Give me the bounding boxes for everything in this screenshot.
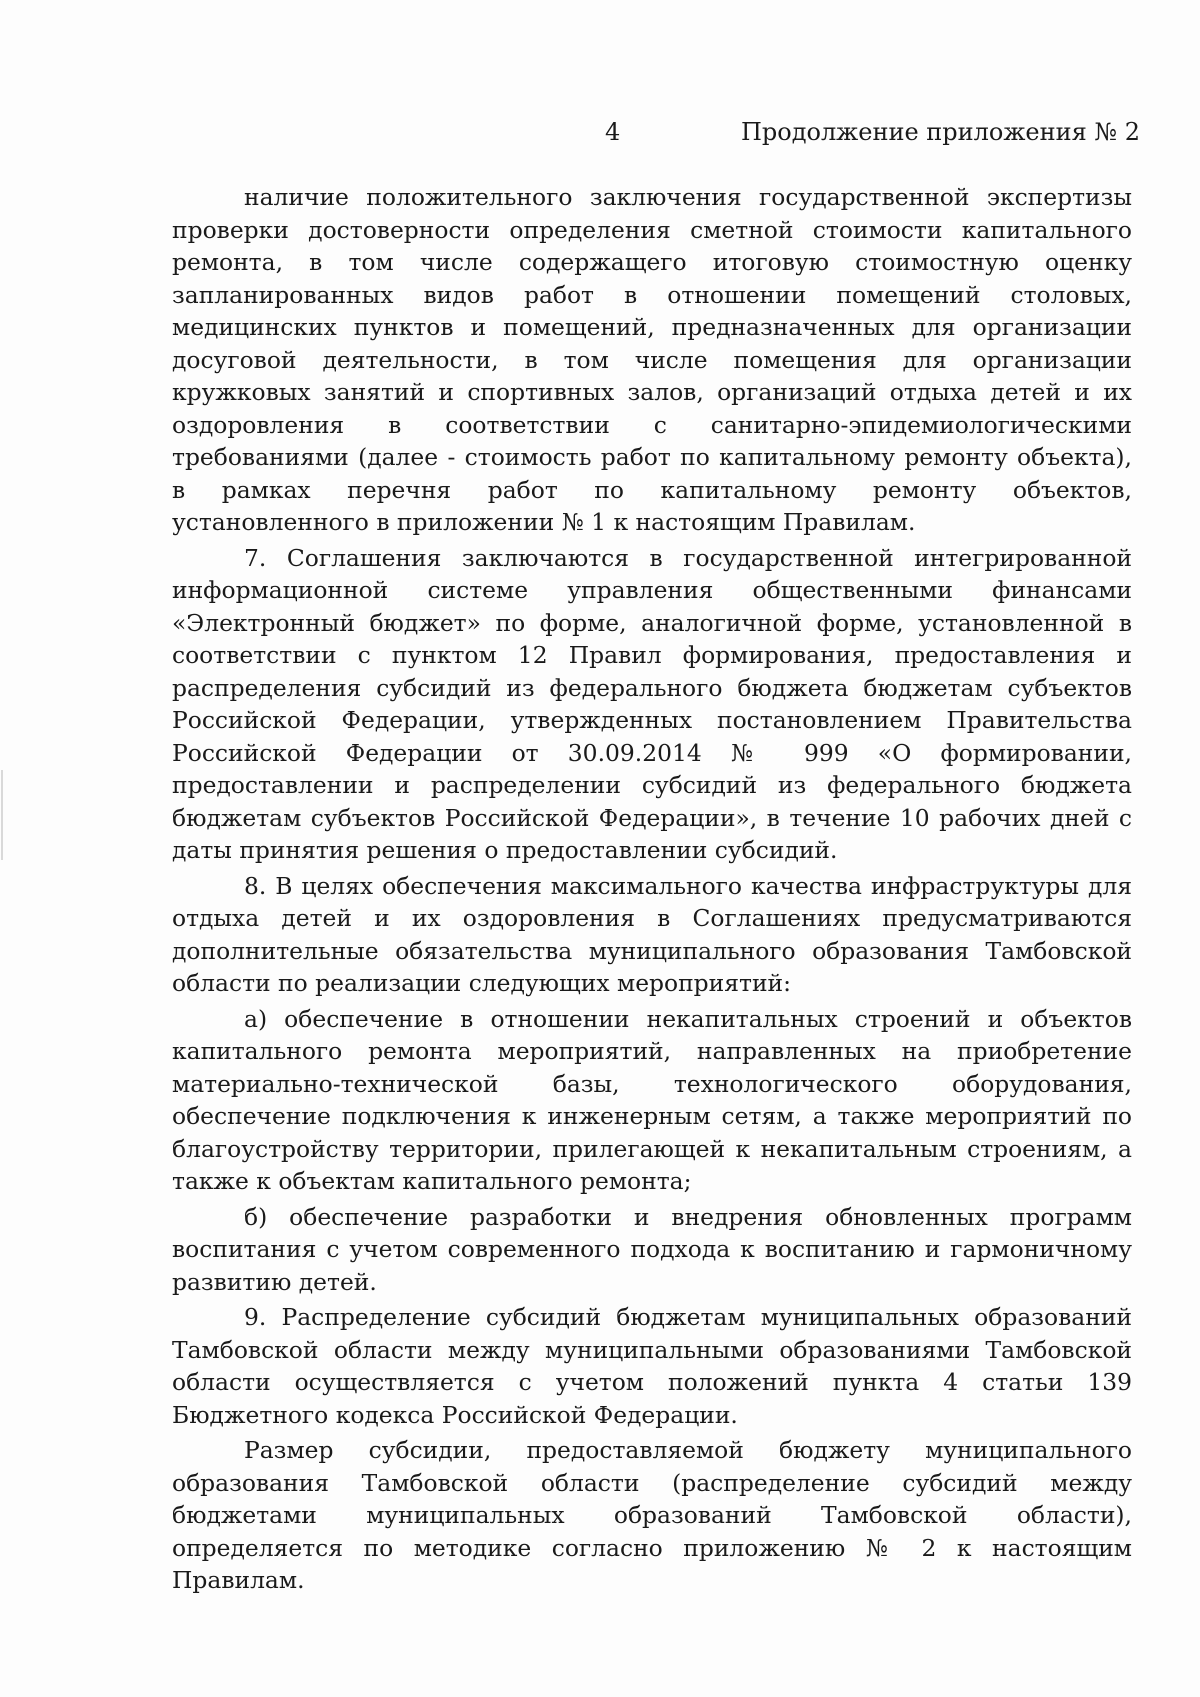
paragraph-8b: б) обеспечение разработки и внедрения обновленных программ воспитания с учетом современного подхода к воспитанию и гармоничному развитию детей. bbox=[172, 1202, 1132, 1296]
scan-edge-mark bbox=[1, 770, 3, 860]
paragraph-subsidy-size: Размер субсидии, предоставляемой бюджету муниципального образования Тамбовской области (распределение субсидий между бюджетами муниципальных образований Тамбовской области), определяется по методике согласно приложению № 2 к настоящим Правилам. bbox=[172, 1436, 1132, 1594]
appendix-caption: Продолжение приложения № 2 bbox=[740, 118, 1140, 146]
paragraph-7-agreements: 7. Соглашения заключаются в государственной интегрированной информационной системе управления общественными финансами «Электронный бюджет» по форме, аналогичной форме, установленной в соответствии с пунктом 12 Правил формирования, предоставления и распределения субсидий из федерального бюджета бюджетам субъектов Российской Федерации, утвержденных постановлением Правительства Российской Федерации от 30.09.2014 № 999 «О формировании, предоставлении и распределении субсидий из федерального бюджета бюджетам субъектов Российской Федерации», в течение 10 рабочих дней с даты принятия решения о предоставлении субсидий. bbox=[172, 543, 1132, 864]
page-number: 4 bbox=[605, 118, 621, 146]
page-header bbox=[170, 118, 1140, 158]
paragraph-9-distribution: 9. Распределение субсидий бюджетам муниципальных образований Тамбовской области между муниципальными образованиями Тамбовской области осуществляется с учетом положений пункта 4 статьи 139 Бюджетного кодекса Российской Федерации. bbox=[172, 1303, 1132, 1429]
paragraph-8a: а) обеспечение в отношении некапитальных строений и объектов капитального ремонта мероприятий, направленных на приобретение материально-технической базы, технологического оборудования, обеспечение подключения к инженерным сетям, а также мероприятий по благоустройству территории, прилегающей к некапитальным строениям, а также к объектам капитального ремонта; bbox=[172, 1004, 1132, 1195]
paragraph-8-obligations: 8. В целях обеспечения максимального качества инфраструктуры для отдыха детей и их оздоровления в Соглашениях предусматриваются дополнительные обязательства муниципального образования Тамбовской области по реализации следующих мероприятий: bbox=[172, 871, 1132, 997]
document-body bbox=[172, 181, 1132, 1597]
paragraph-expertise: наличие положительного заключения государственной экспертизы проверки достоверности определения сметной стоимости капитального ремонта, в том числе содержащего итоговую стоимостную оценку запланированных видов работ в отношении помещений столовых, медицинских пунктов и помещений, предназначенных для организации досуговой деятельности, в том числе помещения для организации кружковых занятий и спортивных залов, организаций отдыха детей и их оздоровления в соответствии с санитарно-эпидемиологическими требованиями (далее - стоимость работ по капитальному ремонту объекта), в рамках перечня работ по капитальному ремонту объектов, установленного в приложении № 1 к настоящим Правилам. bbox=[172, 183, 1132, 536]
